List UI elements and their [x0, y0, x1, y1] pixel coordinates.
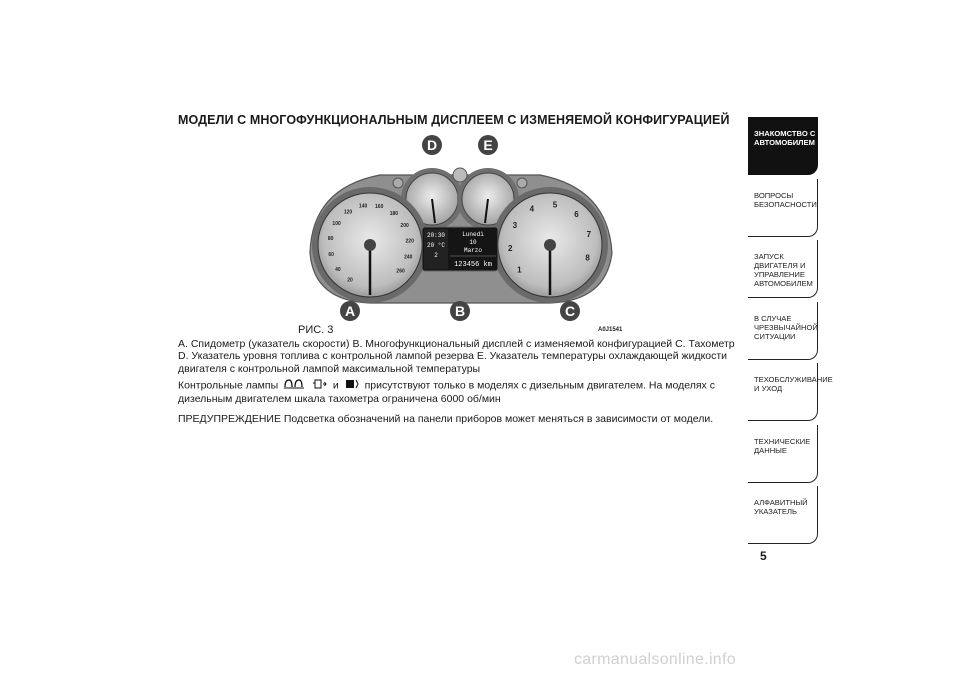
sidebar-tab-2[interactable]: ВОПРОСЫ БЕЗОПАСНОСТИ [748, 179, 818, 237]
speedo-ticks-label: 60 [328, 252, 334, 259]
callout-label-e: E [483, 137, 493, 153]
figure-label: РИС. 3 [298, 324, 334, 336]
section-heading: МОДЕЛИ С МНОГОФУНКЦИОНАЛЬНЫМ ДИСПЛЕЕМ С ИЗМЕНЯЕМОЙ КОНФИГУРАЦИЕЙ [178, 113, 730, 127]
page-number: 5 [760, 549, 767, 563]
display-temp: 20 °C [426, 242, 446, 249]
diesel-filter-icon [344, 378, 360, 393]
indicator-lamp-right [517, 178, 527, 188]
tacho-ticks-label: 3 [512, 220, 518, 230]
speedo-ticks-label: 180 [389, 210, 399, 217]
display-gear: 2 [434, 252, 438, 259]
speedo-ticks-label: 240 [404, 254, 413, 261]
display-month: Marzo [463, 247, 483, 254]
speedo-ticks-label: 120 [343, 209, 353, 216]
sidebar-tab-4[interactable]: В СЛУЧАЕ ЧРЕЗВЫЧАЙНОЙ СИТУАЦИИ [748, 302, 818, 360]
figure-code: A0J1541 [598, 327, 623, 333]
speedometer-hub [364, 239, 376, 251]
tachometer-hub [544, 239, 556, 251]
lamps-conj: и [332, 379, 339, 392]
display-time: 20:30 [426, 232, 446, 239]
sidebar-tab-3[interactable]: ЗАПУСК ДВИГАТЕЛЯ И УПРАВЛЕНИЕ АВТОМОБИЛЕМ [748, 240, 818, 298]
glow-plug-icon [283, 378, 305, 393]
tacho-ticks-label: 2 [507, 244, 513, 253]
lamps-suffix: присутствуют только в моделях с дизельным двигателем. На моделях с дизельным двигателем шкала тахометра ограничена 6000 об/мин [178, 379, 715, 406]
callout-label-c: C [564, 303, 576, 319]
sidebar-tab-5[interactable]: ТЕХОБСЛУЖИВАНИЕ И УХОД [748, 363, 818, 421]
display-date: 10 [469, 239, 477, 246]
tacho-ticks-label: 5 [552, 200, 558, 210]
tacho-ticks-label: 6 [574, 210, 579, 219]
speedo-ticks-label: 200 [400, 223, 409, 229]
speedo-ticks-label: 80 [327, 236, 334, 243]
callout-label-b: B [454, 303, 466, 319]
sidebar-tab-7[interactable]: АЛФАВИТНЫЙ УКАЗАТЕЛЬ [748, 486, 818, 544]
speedo-ticks-label: 160 [375, 204, 384, 211]
speedo-ticks-label: 20 [347, 277, 353, 284]
tacho-ticks-label: 4 [529, 204, 535, 214]
speedo-ticks-label: 220 [405, 238, 414, 245]
figure-caption: A. Спидометр (указатель скорости) B. Многофункциональный дисплей с изменяемой конфигурацией C. Тахометр D. Указатель уровня топлива с контрольной лампой резерва E. Указатель температуры охлаждающей жидкости двигателя с контрольной лампой максимальной температуры [178, 338, 735, 375]
instrument-cluster-figure [300, 133, 623, 333]
tacho-ticks-label: 8 [585, 253, 590, 263]
speedo-ticks-label: 140 [358, 203, 368, 210]
tacho-ticks-label: 1 [517, 265, 522, 275]
display-day: Lunedì [462, 231, 484, 238]
lamps-prefix: Контрольные лампы [178, 379, 279, 392]
display-odometer: 123456 km [454, 261, 492, 269]
tacho-ticks-label: 7 [586, 230, 592, 240]
lamps-paragraph [178, 378, 738, 406]
sidebar-tab-1[interactable]: ЗНАКОМСТВО С АВТОМОБИЛЕМ [748, 117, 818, 175]
speedo-ticks-label: 40 [335, 266, 341, 273]
indicator-lamp-left [393, 178, 403, 188]
water-in-fuel-icon [312, 378, 328, 393]
sidebar-tab-6[interactable]: ТЕХНИЧЕСКИЕ ДАННЫЕ [748, 425, 818, 483]
callout-label-a: A [344, 303, 356, 319]
callout-label-d: D [426, 137, 438, 153]
watermark: carmanualsonline.info [574, 651, 736, 668]
speedo-ticks-label: 260 [396, 268, 405, 275]
indicator-lamp-cluster [453, 168, 467, 182]
speedo-ticks-label: 100 [332, 221, 341, 227]
warning-note: ПРЕДУПРЕЖДЕНИЕ Подсветка обозначений на панели приборов может меняться в зависимости от модели. [178, 413, 714, 425]
